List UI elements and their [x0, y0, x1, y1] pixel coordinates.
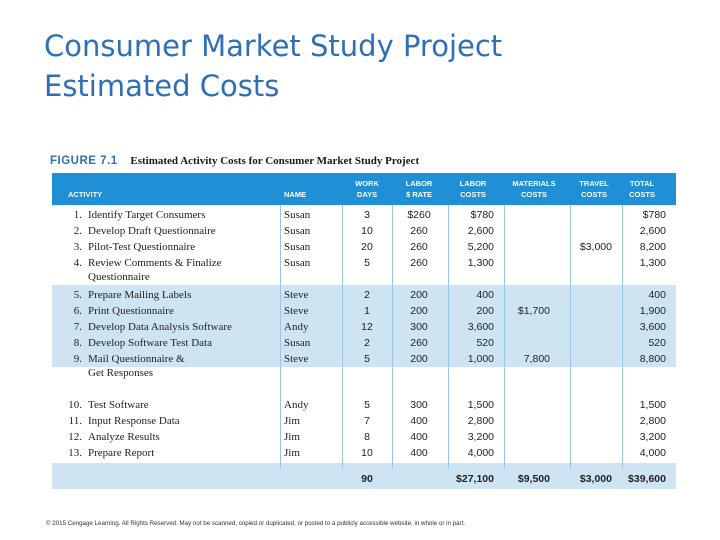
figure-number: FIGURE 7.1 [50, 155, 118, 167]
row-labor-rate: 260 [410, 257, 428, 269]
row-activity: Develop Software Test Data [88, 337, 212, 349]
header-name: NAME [284, 190, 307, 199]
row-total-costs: 3,200 [639, 431, 666, 443]
slide-title-line2: Estimated Costs [44, 69, 280, 103]
row-activity-continued: Get Responses [88, 367, 154, 379]
row-name: Andy [284, 399, 309, 411]
row-labor-rate: 300 [410, 321, 428, 333]
row-activity: Identify Target Consumers [88, 209, 206, 221]
row-number: 3. [73, 241, 82, 253]
row-labor-costs: 5,200 [467, 241, 494, 253]
row-activity-continued: Questionnaire [88, 271, 150, 283]
row-name: Susan [284, 257, 311, 269]
row-total-costs: 8,800 [639, 353, 666, 365]
total-total-costs: $39,600 [628, 473, 666, 485]
row-labor-costs: $780 [470, 209, 494, 221]
row-labor-rate: 200 [410, 305, 428, 317]
row-labor-costs: 1,300 [467, 257, 494, 269]
row-labor-costs: 400 [476, 289, 494, 301]
row-name: Susan [284, 209, 311, 221]
row-activity: Review Comments & Finalize [88, 257, 222, 269]
figure-caption [50, 155, 419, 169]
row-labor-costs: 200 [476, 305, 494, 317]
row-number: 5. [73, 289, 82, 301]
row-number: 9. [73, 353, 82, 365]
row-name: Jim [284, 447, 300, 459]
row-number: 6. [73, 305, 82, 317]
column-divider [504, 205, 505, 469]
row-name: Susan [284, 225, 311, 237]
row-activity: Prepare Report [88, 447, 155, 459]
row-work-days: 2 [364, 289, 370, 301]
row-labor-rate: 260 [410, 241, 428, 253]
header-labor-costs: LABOR COSTS [459, 179, 487, 199]
row-labor-costs: 4,000 [467, 447, 494, 459]
row-labor-rate: 200 [410, 353, 428, 365]
total-materials-costs: $9,500 [517, 473, 550, 485]
total-work-days: 90 [361, 473, 373, 485]
row-name: Andy [284, 321, 309, 333]
row-total-costs: 4,000 [639, 447, 666, 459]
row-work-days: 10 [361, 447, 373, 459]
row-activity: Develop Data Analysis Software [88, 321, 232, 333]
header-work-days: WORK DAYS [355, 179, 379, 199]
total-labor-costs: $27,100 [456, 473, 494, 485]
row-labor-costs: 1,500 [467, 399, 494, 411]
row-activity: Develop Draft Questionnaire [88, 225, 216, 237]
row-materials-costs: $1,700 [517, 305, 550, 317]
row-total-costs: 1,900 [639, 305, 666, 317]
row-number: 13. [68, 447, 82, 459]
row-labor-costs: 2,600 [467, 225, 494, 237]
row-total-costs: 2,600 [639, 225, 666, 237]
row-number: 10. [68, 399, 82, 411]
row-work-days: 5 [364, 353, 370, 365]
row-labor-rate: $260 [407, 209, 431, 221]
row-total-costs: 8,200 [639, 241, 666, 253]
row-labor-rate: 400 [410, 415, 428, 427]
row-activity: Prepare Mailing Labels [88, 289, 192, 301]
row-total-costs: 520 [648, 337, 666, 349]
figure-title: Estimated Activity Costs for Consumer Market Study Project [130, 155, 420, 167]
row-name: Steve [284, 305, 309, 317]
row-total-costs: $780 [642, 209, 666, 221]
slide-title [44, 26, 502, 106]
totals-row [52, 469, 676, 489]
row-total-costs: 1,300 [639, 257, 666, 269]
row-name: Jim [284, 431, 300, 443]
row-number: 11. [68, 415, 82, 427]
header-total-costs: TOTAL COSTS [629, 179, 655, 199]
header-activity: ACTIVITY [68, 190, 103, 199]
copyright-footer: © 2015 Cengage Learning. All Rights Reserved. May not be scanned, copied or duplicated, or posted to a publicly accessible website, in whole or in part. [46, 520, 466, 527]
total-travel-costs: $3,000 [579, 473, 612, 485]
row-labor-costs: 520 [476, 337, 494, 349]
header-labor-rate: LABOR $ RATE [405, 179, 433, 199]
row-labor-costs: 1,000 [467, 353, 494, 365]
row-work-days: 3 [364, 209, 370, 221]
row-work-days: 7 [364, 415, 370, 427]
row-work-days: 5 [364, 257, 370, 269]
row-labor-rate: 260 [410, 337, 428, 349]
row-name: Susan [284, 337, 311, 349]
row-total-costs: 3,600 [639, 321, 666, 333]
row-labor-rate: 400 [410, 431, 428, 443]
row-number: 1. [73, 209, 82, 221]
row-number: 4. [73, 257, 82, 269]
row-labor-costs: 3,200 [467, 431, 494, 443]
row-activity: Analyze Results [88, 431, 160, 443]
row-work-days: 2 [364, 337, 370, 349]
row-activity: Input Response Data [88, 415, 180, 427]
slide-title-line1: Consumer Market Study Project [44, 29, 503, 63]
row-materials-costs: 7,800 [523, 353, 550, 365]
row-travel-costs: $3,000 [579, 241, 612, 253]
row-name: Steve [284, 353, 309, 365]
cost-table [52, 173, 676, 489]
row-total-costs: 2,800 [639, 415, 666, 427]
row-name: Steve [284, 289, 309, 301]
row-number: 8. [73, 337, 82, 349]
row-work-days: 8 [364, 431, 370, 443]
header-travel-costs: TRAVEL COSTS [579, 179, 609, 199]
row-work-days: 20 [361, 241, 373, 253]
row-total-costs: 1,500 [639, 399, 666, 411]
row-labor-costs: 3,600 [467, 321, 494, 333]
row-labor-rate: 300 [410, 399, 428, 411]
row-activity: Mail Questionnaire & [88, 353, 185, 365]
row-number: 7. [73, 321, 82, 333]
row-activity: Pilot-Test Questionnaire [88, 241, 196, 253]
row-work-days: 10 [361, 225, 373, 237]
row-number: 2. [73, 225, 82, 237]
row-labor-costs: 2,800 [467, 415, 494, 427]
header-materials-costs: MATERIALS COSTS [512, 179, 556, 199]
row-name: Susan [284, 241, 311, 253]
row-work-days: 5 [364, 399, 370, 411]
row-name: Jim [284, 415, 300, 427]
row-labor-rate: 400 [410, 447, 428, 459]
row-activity: Print Questionnaire [88, 305, 174, 317]
table-header [52, 173, 676, 205]
row-work-days: 12 [361, 321, 373, 333]
row-work-days: 1 [364, 305, 370, 317]
row-activity: Test Software [88, 399, 149, 411]
column-divider [280, 205, 281, 469]
row-total-costs: 400 [648, 289, 666, 301]
row-number: 12. [68, 431, 82, 443]
row-labor-rate: 260 [410, 225, 428, 237]
row-labor-rate: 200 [410, 289, 428, 301]
